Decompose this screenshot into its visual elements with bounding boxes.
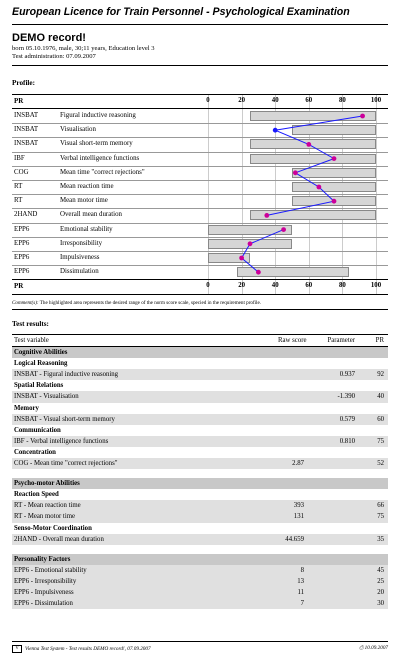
subcategory-label: Logical Reasoning [14, 360, 68, 368]
report-title: European Licence for Train Personnel - Psychological Examination [12, 6, 350, 18]
profile-row-code: 2HAND [14, 211, 38, 219]
subcategory-row [12, 358, 388, 369]
raw-score-cell: 131 [293, 513, 304, 521]
profile-row-code: IBF [14, 154, 25, 162]
table-row [12, 414, 388, 425]
table-row [12, 534, 388, 545]
pr-cell: 75 [377, 437, 384, 445]
profile-score-dot [306, 142, 311, 147]
profile-tick-label: 60 [305, 282, 313, 289]
profile-connector-line [242, 230, 284, 273]
profile-score-dot [360, 114, 365, 119]
comment-text: The highlighted area represents the desired range of the norm score scale, specied in the requirement profile. [39, 300, 262, 306]
pr-cell: 40 [377, 393, 384, 401]
raw-score-cell: 44.659 [285, 535, 304, 543]
profile-score-dot [239, 256, 244, 261]
comment-prefix: Comment(s): [12, 300, 39, 306]
category-label: Cognitive Abilities [14, 349, 68, 357]
profile-row-label: Mean reaction time [60, 183, 114, 190]
profile-comment [12, 300, 261, 306]
col-raw-score: Raw score [278, 337, 307, 344]
vienna-logo-icon: V [12, 645, 22, 653]
profile-tick-label: 100 [370, 97, 382, 104]
profile-row-label: Emotional stability [60, 225, 113, 233]
table-row [12, 598, 388, 609]
pr-cell: 66 [377, 502, 384, 510]
parameter-cell: 0.579 [339, 415, 355, 423]
profile-row-code: INSBAT [14, 140, 39, 148]
col-test-variable: Test variable [14, 337, 49, 344]
results-header-row [12, 334, 388, 347]
profile-pr-header: PR [14, 97, 24, 105]
profile-label: Profile: [12, 79, 36, 87]
profile-row-label: Impulsiveness [60, 254, 100, 261]
profile-tick-label: 80 [338, 97, 346, 104]
profile-score-dot [293, 170, 298, 175]
profile-row-code: EPP6 [14, 254, 30, 261]
profile-end-border [12, 294, 388, 295]
profile-tick-label: 20 [238, 97, 245, 104]
profile-bottom-border [12, 279, 388, 280]
profile-connectors [12, 94, 388, 297]
subcategory-label: Concentration [14, 448, 56, 456]
profile-row-label: Visualisation [60, 126, 96, 134]
raw-score-cell: 7 [300, 600, 304, 608]
col-parameter: Parameter [327, 337, 355, 344]
category-label: Personality Factors [14, 555, 71, 563]
record-title: DEMO record! [12, 32, 86, 44]
profile-tick-label: 20 [238, 282, 245, 289]
pr-cell: 75 [377, 513, 384, 521]
table-row [12, 458, 388, 469]
raw-score-cell: 8 [300, 566, 304, 574]
test-variable-cell: RT - Mean motor time [14, 513, 76, 521]
pr-cell: 25 [377, 577, 384, 585]
profile-score-dot [332, 156, 337, 161]
pr-cell: 60 [377, 415, 384, 423]
subject-info: born 05.10.1976, male, 30;11 years, Education level 3 [12, 45, 155, 52]
test-variable-cell: EPP6 - Emotional stability [14, 566, 87, 574]
table-row [12, 576, 388, 587]
page-footer [12, 641, 388, 653]
results-table [12, 334, 388, 609]
comment-divider [12, 309, 388, 310]
pr-cell: 30 [377, 600, 384, 608]
profile-row-label: Irresponsibility [60, 239, 103, 247]
profile-tick-label: 0 [206, 282, 210, 289]
pr-cell: 52 [377, 460, 384, 468]
footer-left-text: Vienna Test System - Test results DEMO record!, 07.09.2007 [25, 646, 151, 653]
profile-row-label: Figural inductive reasoning [60, 112, 136, 119]
footer-date-text: 10.09.2007 [364, 645, 388, 651]
profile-score-dot [256, 270, 261, 275]
test-variable-cell: IBF - Verbal intelligence functions [14, 437, 109, 445]
header-divider [12, 65, 388, 66]
printer-icon: ⎙ [359, 645, 365, 651]
parameter-cell: 0.810 [339, 437, 355, 445]
profile-tick-label: 80 [338, 282, 346, 289]
subcategory-label: Memory [14, 404, 39, 412]
profile-score-dot [273, 128, 278, 133]
table-row [12, 511, 388, 522]
profile-row-label: Mean time "correct rejections" [60, 168, 145, 176]
profile-connector-line [267, 116, 363, 215]
profile-tick-label: 60 [305, 97, 313, 104]
profile-pr-footer: PR [14, 282, 24, 290]
parameter-cell: -1.390 [337, 393, 355, 401]
profile-tick-label: 40 [271, 282, 279, 289]
profile-row-code: INSBAT [14, 126, 39, 134]
subcategory-label: Senso-Motor Coordination [14, 524, 92, 532]
table-row [12, 500, 388, 511]
raw-score-cell: 393 [293, 502, 304, 510]
table-row [12, 391, 388, 402]
title-divider [12, 24, 388, 25]
pr-cell: 92 [377, 371, 384, 379]
test-variable-cell: EPP6 - Irresponsibility [14, 577, 77, 585]
profile-score-dot [264, 213, 269, 218]
table-row [12, 436, 388, 447]
subcategory-row [12, 489, 388, 500]
subcategory-label: Reaction Speed [14, 491, 59, 499]
test-variable-cell: INSBAT - Visualisation [14, 393, 79, 401]
administration-date: Test administration: 07.09.2007 [12, 53, 96, 60]
test-variable-cell: EPP6 - Impulsiveness [14, 588, 74, 596]
test-variable-cell: 2HAND - Overall mean duration [14, 535, 104, 543]
profile-row-code: EPP6 [14, 225, 30, 233]
footer-date [359, 645, 388, 652]
subcategory-label: Spatial Relations [14, 382, 64, 390]
test-variable-cell: INSBAT - Visual short-term memory [14, 415, 115, 423]
table-row [12, 587, 388, 598]
raw-score-cell: 13 [297, 577, 304, 585]
profile-row-code: COG [14, 168, 29, 176]
results-label: Test results: [12, 320, 49, 328]
profile-row-code: RT [14, 197, 23, 205]
table-row [12, 369, 388, 380]
raw-score-cell: 11 [297, 588, 304, 596]
profile-score-dot [248, 241, 253, 246]
profile-row-code: INSBAT [14, 112, 39, 119]
profile-score-dot [281, 227, 286, 232]
profile-row-label: Mean motor time [60, 197, 108, 205]
subcategory-row [12, 425, 388, 436]
parameter-cell: 0.937 [339, 371, 355, 379]
profile-row-label: Verbal intelligence functions [60, 154, 140, 162]
table-spacer [12, 545, 388, 554]
category-row [12, 478, 388, 489]
raw-score-cell: 2.87 [292, 460, 304, 468]
profile-score-dot [316, 185, 321, 190]
profile-tick-label: 100 [370, 282, 382, 289]
profile-row-label: Visual short-term memory [60, 140, 133, 148]
test-variable-cell: EPP6 - Dissimulation [14, 600, 73, 608]
profile-row-code: EPP6 [14, 268, 30, 276]
profile-score-dot [332, 199, 337, 204]
profile-tick-label: 40 [271, 97, 279, 104]
pr-cell: 35 [377, 535, 384, 543]
subcategory-row [12, 403, 388, 414]
profile-row-label: Overall mean duration [60, 211, 122, 219]
pr-cell: 20 [377, 588, 384, 596]
test-variable-cell: COG - Mean time "correct rejections" [14, 460, 118, 468]
table-spacer [12, 469, 388, 478]
category-row [12, 347, 388, 358]
table-row [12, 565, 388, 576]
profile-tick-label: 0 [206, 97, 210, 104]
subcategory-row [12, 523, 388, 534]
subcategory-row [12, 380, 388, 391]
pr-cell: 45 [377, 566, 384, 574]
col-pr: PR [375, 337, 384, 344]
profile-row-code: EPP6 [14, 239, 30, 247]
subcategory-row [12, 447, 388, 458]
profile-row-label: Dissimulation [60, 268, 99, 276]
subcategory-label: Communication [14, 426, 61, 434]
profile-chart [12, 94, 388, 297]
test-variable-cell: RT - Mean reaction time [14, 502, 81, 510]
test-variable-cell: INSBAT - Figural inductive reasoning [14, 371, 119, 379]
category-row [12, 554, 388, 565]
category-label: Psycho-motor Abilities [14, 480, 80, 488]
profile-row-code: RT [14, 183, 23, 190]
